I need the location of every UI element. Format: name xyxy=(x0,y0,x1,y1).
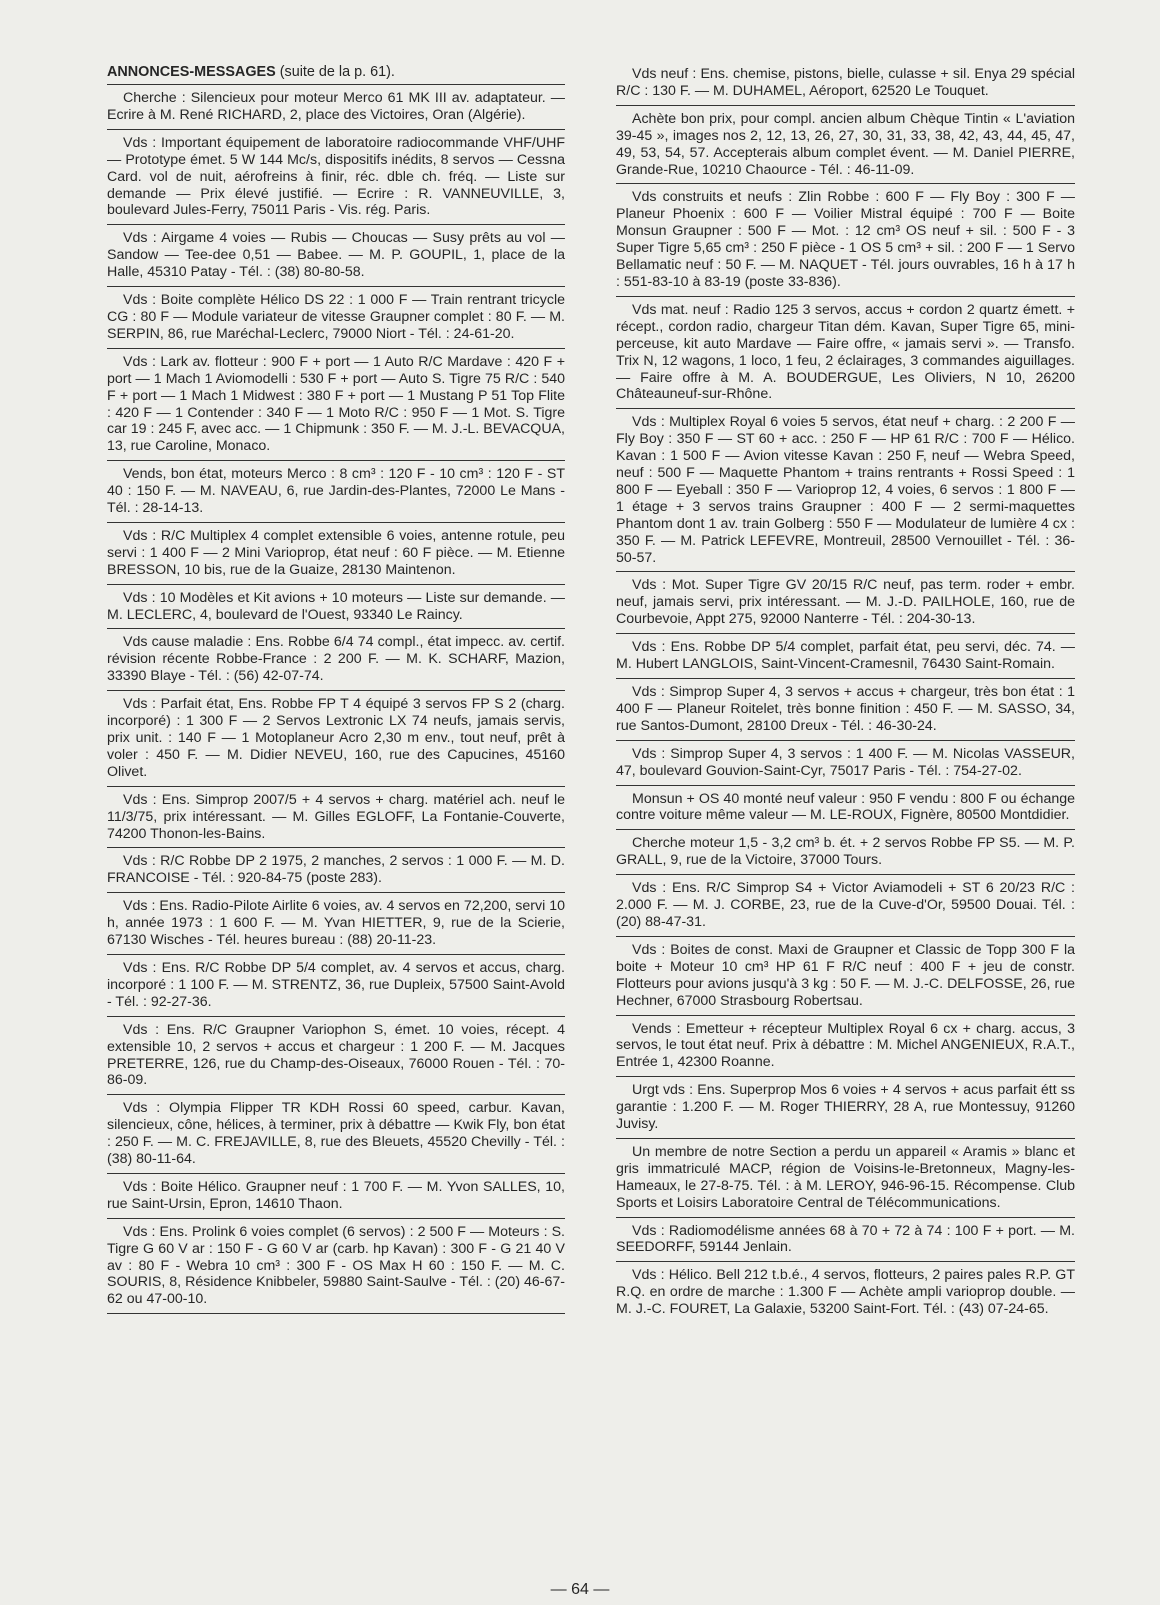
classified-ad: Vends : Emetteur + récepteur Multiplex Royal 6 cx + charg. accus, 3 servos, le tout état neuf. Prix à débattre : M. Michel ANGENIEUX, R.A.T., Entrée 1, 42300 Roanne. xyxy=(616,1015,1075,1077)
classified-ad: Vends, bon état, moteurs Merco : 8 cm³ : 120 F - 10 cm³ : 120 F - ST 40 : 150 F. — M. NAVEAU, 6, rue Jardin-des-Plantes, 72000 Le Mans - Tél. : 28-14-13. xyxy=(107,460,565,522)
classified-ad: Vds : Hélico. Bell 212 t.b.é., 4 servos, flotteurs, 2 paires pales R.P. GT R.Q. en ordre de marche : 1.300 F — Achète ampli varioprop double. — M. J.-C. FOURET, La Galaxie, 53200 Saint-Fort. Tél. : (43) 07-24-65. xyxy=(616,1261,1075,1323)
classified-ad: Vds mat. neuf : Radio 125 3 servos, accus + cordon 2 quartz émett. + récept., cordon radio, chargeur Titan dém. Kavan, Super Tigre 65, mini-perceuse, kit auto Mardave — Faire offre, « jamais servi ». — Transfo. Trix N, 12 wagons, 1 loco, 1 feu, 2 éclairages, 3 commandes aiguillages. — Faire offre à M. A. BOUDERGUE, Les Oliviers, N 10, 26200 Châteauneuf-sur-Rhône. xyxy=(616,296,1075,408)
classified-ad: Vds : Multiplex Royal 6 voies 5 servos, état neuf + charg. : 2 200 F — Fly Boy : 350 F — ST 60 + acc. : 250 F — HP 61 R/C : 700 F — Hélico. Kavan : 1 500 F — Avion vitesse Kavan : 250 F, neuf — Webra Speed, neuf : 500 F — Maquette Phantom + trains rentrants + Rossi Speed : 1 800 F — Eyeball : 350 F — Varioprop 12, 4 voies, 6 servos : 1 800 F — 1 étage + 3 servos trains Graupner : 400 F — 2 sermi-maquettes Phantom dont 1 av. train Golberg : 550 F — Modulateur de lumière 4 cx : 350 F. — M. Patrick LEFEVRE, Montreuil, 28500 Vernouillet - Tél. : 36-50-57. xyxy=(616,408,1075,571)
classified-ad: Vds : Ens. R/C Simprop S4 + Victor Aviamodeli + ST 6 20/23 R/C : 2.000 F. — M. J. CORBE, 23, rue de la Cuve-d'Or, 59500 Douai. Tél. : (20) 88-47-31. xyxy=(616,874,1075,936)
left-column xyxy=(107,64,565,1314)
classified-ad: Vds : Ens. R/C Robbe DP 5/4 complet, av. 4 servos et accus, charg. incorporé : 1 100 F. — M. STRENTZ, 36, rue Dupleix, 57500 Saint-Avold - Tél. : 92-27-36. xyxy=(107,954,565,1016)
classified-ad: Vds : R/C Robbe DP 2 1975, 2 manches, 2 servos : 1 000 F. — M. D. FRANCOISE - Tél. : 920-84-75 (poste 283). xyxy=(107,847,565,892)
classified-ad: Vds : Olympia Flipper TR KDH Rossi 60 speed, carbur. Kavan, silencieux, cône, hélices, à terminer, prix à débattre — Kwik Fly, bon état : 250 F. — M. C. FREJAVILLE, 8, rue des Bleuets, 45520 Chevilly - Tél. : (38) 80-11-64. xyxy=(107,1094,565,1173)
classified-ad: Vds construits et neufs : Zlin Robbe : 600 F — Fly Boy : 300 F — Planeur Phoenix : 600 F — Voilier Mistral équipé : 700 F — Boite Monsun Graupner : 500 F — Mot. : 12 cm³ OS neuf + sil. : 500 F - 3 Super Tigre 5,65 cm³ : 250 F pièce - 1 OS 5 cm³ + sil. : 200 F — 1 Servo Bellamatic neuf : 50 F. — M. NAQUET - Tél. jours ouvrables, 16 h à 17 h : 551-83-10 à 83-19 (poste 33-836). xyxy=(616,183,1075,295)
classified-ad: Vds : Ens. Radio-Pilote Airlite 6 voies, av. 4 servos en 72,200, servi 10 h, année 1973 : 1 600 F. — M. Yvan HIETTER, 9, rue de la Scierie, 67130 Wisches - Tél. heures bureau : (88) 20-11-23. xyxy=(107,892,565,954)
classified-ad: Vds : 10 Modèles et Kit avions + 10 moteurs — Liste sur demande. — M. LECLERC, 4, boulevard de l'Ouest, 93340 Le Raincy. xyxy=(107,584,565,629)
classified-ad: Vds : Boites de const. Maxi de Graupner et Classic de Topp 300 F la boite + Moteur 10 cm³ HP 61 F R/C neuf : 400 F + jeu de constr. Flotteurs pour avions jusqu'à 3 kg : 50 F. — M. J.-C. DELFOSSE, 26, rue Hechner, 67000 Strasbourg Robertsau. xyxy=(616,936,1075,1015)
classified-ad: Vds : Mot. Super Tigre GV 20/15 R/C neuf, pas term. roder + embr. neuf, jamais servi, prix intéressant. — M. J.-D. PAILHOLE, 160, rue de Courbevoie, Appt 275, 92000 Nanterre - Tél. : 204-30-13. xyxy=(616,571,1075,633)
heading-continuation: (suite de la p. 61). xyxy=(275,64,395,80)
right-ads-list xyxy=(616,64,1075,1323)
classified-ad: Vds : Simprop Super 4, 3 servos : 1 400 F. — M. Nicolas VASSEUR, 47, boulevard Gouvion-Saint-Cyr, 75017 Paris - Tél. : 754-27-02. xyxy=(616,740,1075,785)
page-number: — 64 — xyxy=(550,1581,610,1598)
classified-ad: Vds : Parfait état, Ens. Robbe FP T 4 équipé 3 servos FP S 2 (charg. incorporé) : 1 300 F — 2 Servos Lextronic LX 74 neufs, jamais servis, prix unit. : 140 F — 1 Motoplaneur Acro 2,30 m env., tout neuf, prêt à voler : 450 F. — M. Didier NEVEU, 160, rue des Capucines, 45160 Olivet. xyxy=(107,690,565,786)
classified-ad: Vds : Important équipement de laboratoire radiocommande VHF/UHF — Prototype émet. 5 W 144 Mc/s, dispositifs inédits, 8 servos — Cessna Card. vol de nuit, aérofreins à finir, réc. dble ch. fréq. — Liste sur demande — Prix élevé justifié. — Ecrire : R. VANNEUVILLE, 3, boulevard Jules-Ferry, 75011 Paris - Vis. rég. Paris. xyxy=(107,129,565,225)
classified-ad: Vds : Ens. R/C Graupner Variophon S, émet. 10 voies, récept. 4 extensible 10, 2 servos + accus et chargeur : 1 200 F. — M. Jacques PRETERRE, 126, rue du Champ-des-Oiseaux, 76000 Rouen - Tél. : 70-86-09. xyxy=(107,1016,565,1095)
classified-ad: Achète bon prix, pour compl. ancien album Chèque Tintin « L'aviation 39-45 », images nos 2, 12, 13, 26, 27, 30, 31, 33, 38, 42, 43, 44, 45, 47, 49, 53, 54, 57. Accepterais album complet évent. — M. Daniel PIERRE, Grande-Rue, 10210 Chaource - Tél. : 46-11-09. xyxy=(616,105,1075,184)
heading-title: ANNONCES-MESSAGES xyxy=(107,64,276,80)
classified-ad: Cherche : Silencieux pour moteur Merco 61 MK III av. adaptateur. — Ecrire à M. René RICHARD, 2, place des Victoires, Oran (Algérie). xyxy=(107,84,565,129)
classified-ad: Vds : Ens. Prolink 6 voies complet (6 servos) : 2 500 F — Moteurs : S. Tigre G 60 V ar : 150 F - G 60 V ar (carb. hp Kavan) : 300 F - G 21 40 V av : 80 F - Webra 10 cm³ : 300 F - OS Max H 60 : 150 F. — M. C. SOURIS, 8, Résidence Knibbeler, 59880 Saint-Saulve - Tél. : (20) 46-67-62 ou 47-00-10. xyxy=(107,1218,565,1315)
classified-ad: Vds : Boite Hélico. Graupner neuf : 1 700 F. — M. Yvon SALLES, 10, rue Saint-Ursin, Epron, 14610 Thaon. xyxy=(107,1173,565,1218)
section-heading xyxy=(107,64,565,81)
classified-ad: Vds : Lark av. flotteur : 900 F + port — 1 Auto R/C Mardave : 420 F + port — 1 Mach 1 Aviomodelli : 530 F + port — Auto S. Tigre 75 R/C : 540 F + port — 1 Mach 1 Midwest : 380 F + port — 1 Mustang P 51 Top Flite : 420 F — 1 Contender : 340 F — 1 Moto R/C : 950 F — 1 Mot. S. Tigre car 19 : 245 F, avec acc. — 1 Chipmunk : 350 F. — M. J.-L. BEVACQUA, 13, rue Caroline, Monaco. xyxy=(107,348,565,460)
classified-ad: Vds : Boite complète Hélico DS 22 : 1 000 F — Train rentrant tricycle CG : 80 F — Module variateur de vitesse Graupner complet : 80 F. — M. SERPIN, 86, rue Maréchal-Leclerc, 79000 Niort - Tél. : 24-61-20. xyxy=(107,286,565,348)
classified-ad: Cherche moteur 1,5 - 3,2 cm³ b. ét. + 2 servos Robbe FP S5. — M. P. GRALL, 9, rue de la Victoire, 37000 Tours. xyxy=(616,829,1075,874)
classified-ad: Vds : Radiomodélisme années 68 à 70 + 72 à 74 : 100 F + port. — M. SEEDORFF, 59144 Jenlain. xyxy=(616,1217,1075,1262)
classified-ad: Vds : Airgame 4 voies — Rubis — Choucas — Susy prêts au vol — Sandow — Tee-dee 0,51 — Babee. — M. P. GOUPIL, 1, place de la Halle, 45310 Patay - Tél. : (38) 80-80-58. xyxy=(107,224,565,286)
classified-ad: Vds : Simprop Super 4, 3 servos + accus + chargeur, très bon état : 1 400 F — Planeur Roitelet, très bonne finition : 450 F. — M. SASSO, 34, rue Santos-Dumont, 28100 Dreux - Tél. : 46-30-24. xyxy=(616,678,1075,740)
right-column xyxy=(616,64,1075,1323)
classified-ad: Vds cause maladie : Ens. Robbe 6/4 74 compl., état impecc. av. certif. révision récente Robbe-France : 2 200 F. — M. K. SCHARF, Mazion, 33390 Blaye - Tél. : (56) 42-07-74. xyxy=(107,628,565,690)
classified-ad: Vds : R/C Multiplex 4 complet extensible 6 voies, antenne rotule, peu servi : 1 400 F — 2 Mini Varioprop, état neuf : 60 F pièce. — M. Etienne BRESSON, 10 bis, rue de la Guaize, 28130 Maintenon. xyxy=(107,522,565,584)
classified-ad: Monsun + OS 40 monté neuf valeur : 950 F vendu : 800 F ou échange contre voiture même valeur — M. LE-ROUX, Fignère, 80500 Montdidier. xyxy=(616,785,1075,830)
classified-ad: Urgt vds : Ens. Superprop Mos 6 voies + 4 servos + acus parfait étt ss garantie : 1.200 F. — M. Roger THIERRY, 28 A, rue Montessuy, 91260 Juvisy. xyxy=(616,1076,1075,1138)
left-ads-list xyxy=(107,84,565,1314)
classified-ad: Vds : Ens. Simprop 2007/5 + 4 servos + charg. matériel ach. neuf le 11/3/75, prix intéressant. — M. Gilles EGLOFF, La Fontanie-Couverte, 74200 Thonon-les-Bains. xyxy=(107,786,565,848)
classified-ad: Vds : Ens. Robbe DP 5/4 complet, parfait état, peu servi, déc. 74. — M. Hubert LANGLOIS, Saint-Vincent-Cramesnil, 76430 Saint-Romain. xyxy=(616,633,1075,678)
classified-ad: Un membre de notre Section a perdu un appareil « Aramis » blanc et gris immatriculé MACP, région de Voisins-le-Bretonneux, Magny-les-Hameaux, le 27-8-75. Tél. : à M. LEROY, 946-96-15. Récompense. Club Sports et Loisirs Laboratoire Central de Télécommunications. xyxy=(616,1138,1075,1217)
classified-ad: Vds neuf : Ens. chemise, pistons, bielle, culasse + sil. Enya 29 spécial R/C : 130 F. — M. DUHAMEL, Aéroport, 62520 Le Touquet. xyxy=(616,66,1075,99)
